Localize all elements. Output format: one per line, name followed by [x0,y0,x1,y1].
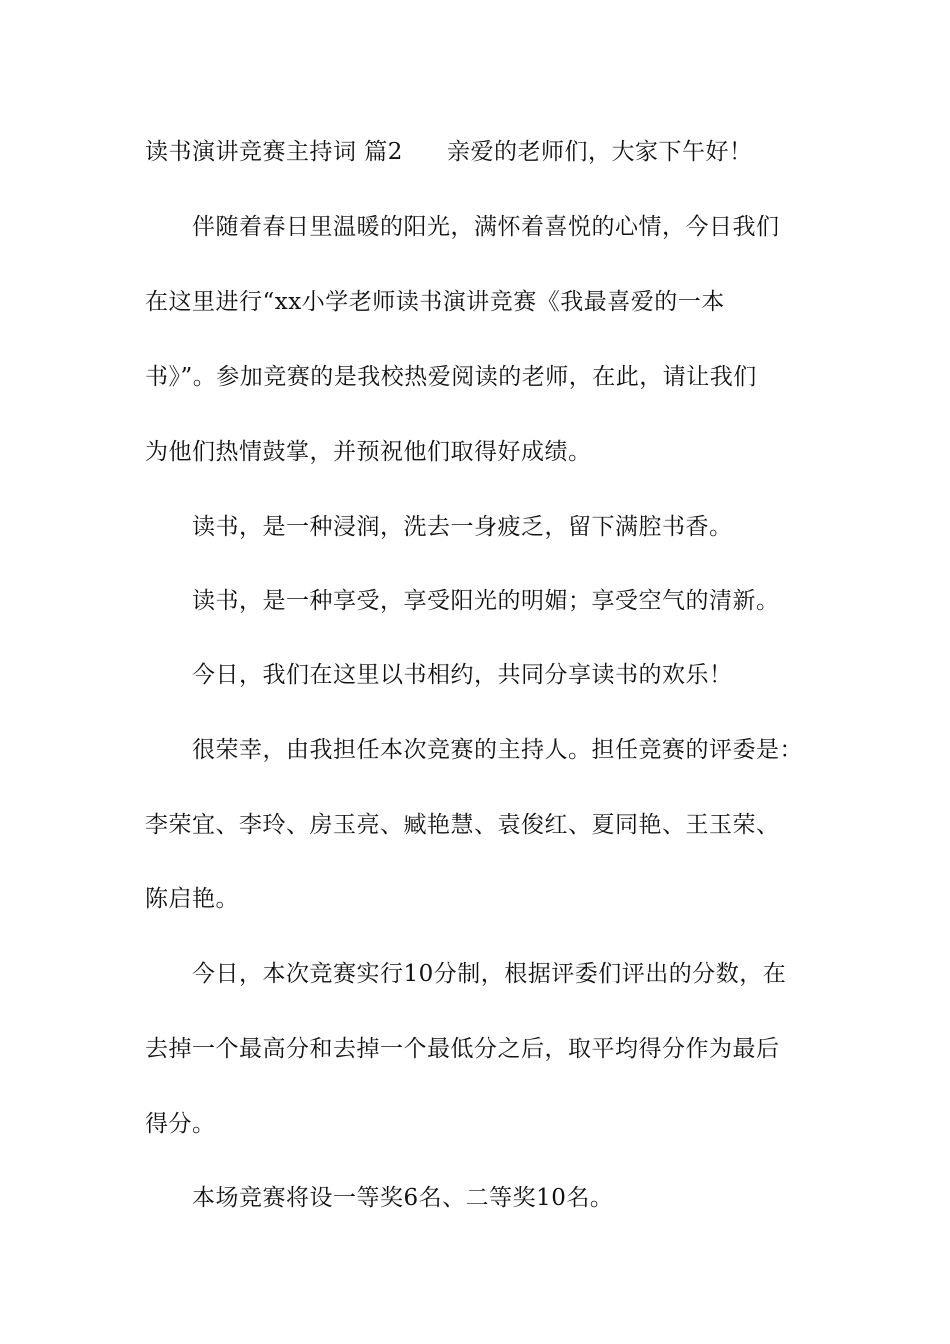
paragraph-1-line-1: 伴随着春日里温暖的阳光，满怀着喜悦的心情，今日我们 [192,214,780,240]
greeting: 亲爱的老师们，大家下午好！ [446,139,753,165]
paragraph-7: 本场竞赛将设一等奖6名、二等奖10名。 [192,1185,614,1211]
paragraph-5-line-2: 李荣宜、李玲、房玉亮、臧艳慧、袁俊红、夏同艳、王玉荣、 [145,812,780,838]
paragraph-2: 读书，是一种浸润，洗去一身疲乏，留下满腔书香。 [192,514,733,540]
paragraph-1-line-2: 在这里进行“xx小学老师读书演讲竞赛《我最喜爱的一本 [145,289,725,315]
title-line [145,137,752,167]
paragraph-4: 今日，我们在这里以书相约，共同分享读书的欢乐！ [192,662,733,688]
paragraph-5-line-1: 很荣幸，由我担任本次竞赛的主持人。担任竞赛的评委是： [192,737,803,763]
paragraph-1-line-4: 为他们热情鼓掌，并预祝他们取得好成绩。 [145,439,592,465]
paragraph-6-line-1: 今日，本次竞赛实行10分制，根据评委们评出的分数，在 [192,961,787,987]
paragraph-6-line-3: 得分。 [145,1111,216,1137]
paragraph-3: 读书，是一种享受，享受阳光的明媚；享受空气的清新。 [192,588,780,614]
paragraph-5-line-3: 陈启艳。 [145,886,239,912]
document-title: 读书演讲竞赛主持词 篇2 [145,139,403,165]
paragraph-1-line-3: 书》”。参加竞赛的是我校热爱阅读的老师，在此，请让我们 [145,364,757,390]
paragraph-6-line-2: 去掉一个最高分和去掉一个最低分之后，取平均得分作为最后 [145,1036,780,1062]
